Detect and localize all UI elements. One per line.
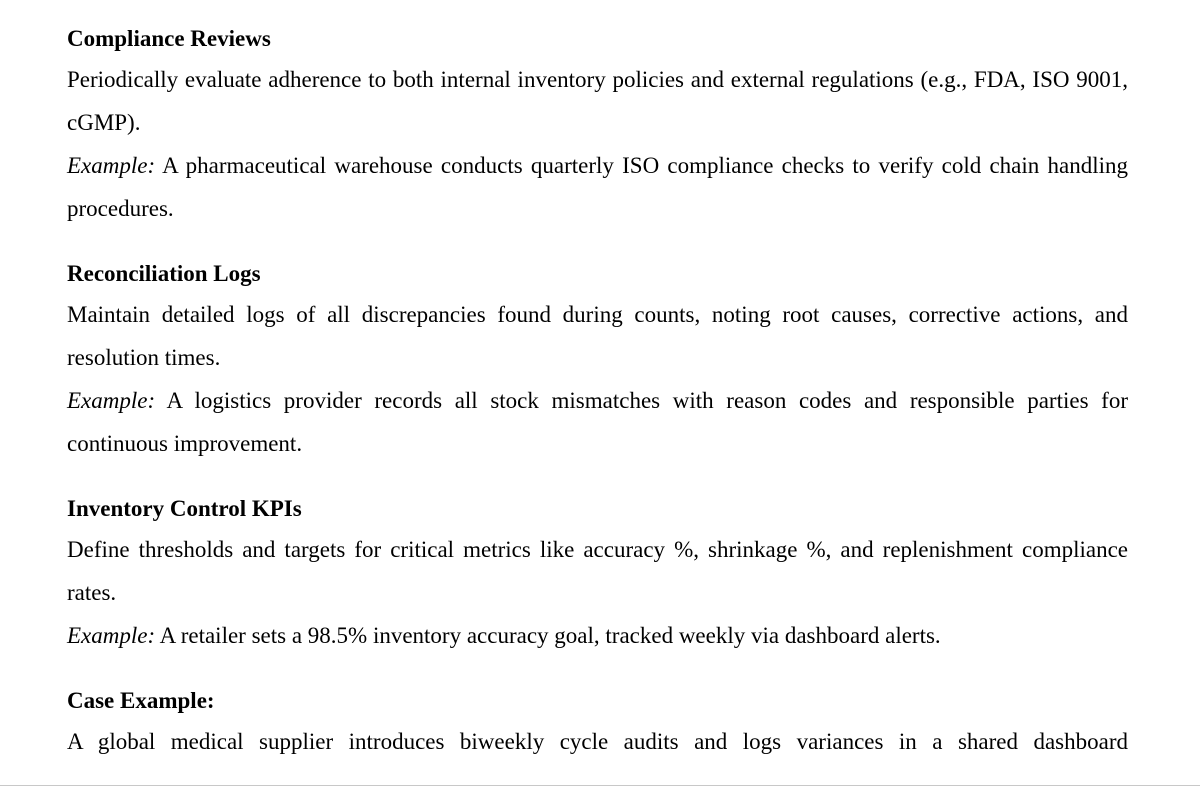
example-label: Example: (67, 153, 156, 178)
example-label: Example: (67, 623, 156, 648)
example-text: A logistics provider records all stock mismatches with reason codes and responsible parties for continuous improvement. (67, 388, 1128, 456)
section-heading: Reconciliation Logs (67, 261, 261, 286)
example-text: A pharmaceutical warehouse conducts quarterly ISO compliance checks to verify cold chain handling procedures. (67, 153, 1128, 221)
section-heading: Case Example: (67, 688, 215, 713)
section-example (67, 144, 1128, 230)
section-reconciliation-logs (67, 257, 1128, 465)
example-text: A retailer sets a 98.5% inventory accuracy goal, tracked weekly via dashboard alerts. (155, 623, 941, 648)
section-heading: Inventory Control KPIs (67, 496, 302, 521)
section-inventory-control-kpis (67, 492, 1128, 657)
section-case-example (67, 684, 1128, 763)
section-body: Define thresholds and targets for critical metrics like accuracy %, shrinkage %, and replenishment compliance rates. (67, 537, 1128, 605)
section-compliance-reviews (67, 22, 1128, 230)
section-heading: Compliance Reviews (67, 26, 271, 51)
section-example (67, 379, 1128, 465)
section-body: Periodically evaluate adherence to both internal inventory policies and external regulations (e.g., FDA, ISO 9001, cGMP). (67, 67, 1128, 135)
document-content (67, 22, 1128, 763)
section-body: A global medical supplier introduces biweekly cycle audits and logs variances in a shared dashboard (67, 729, 1128, 754)
example-label: Example: (67, 388, 156, 413)
section-example (67, 614, 1128, 657)
section-body: Maintain detailed logs of all discrepancies found during counts, noting root causes, corrective actions, and resolution times. (67, 302, 1128, 370)
